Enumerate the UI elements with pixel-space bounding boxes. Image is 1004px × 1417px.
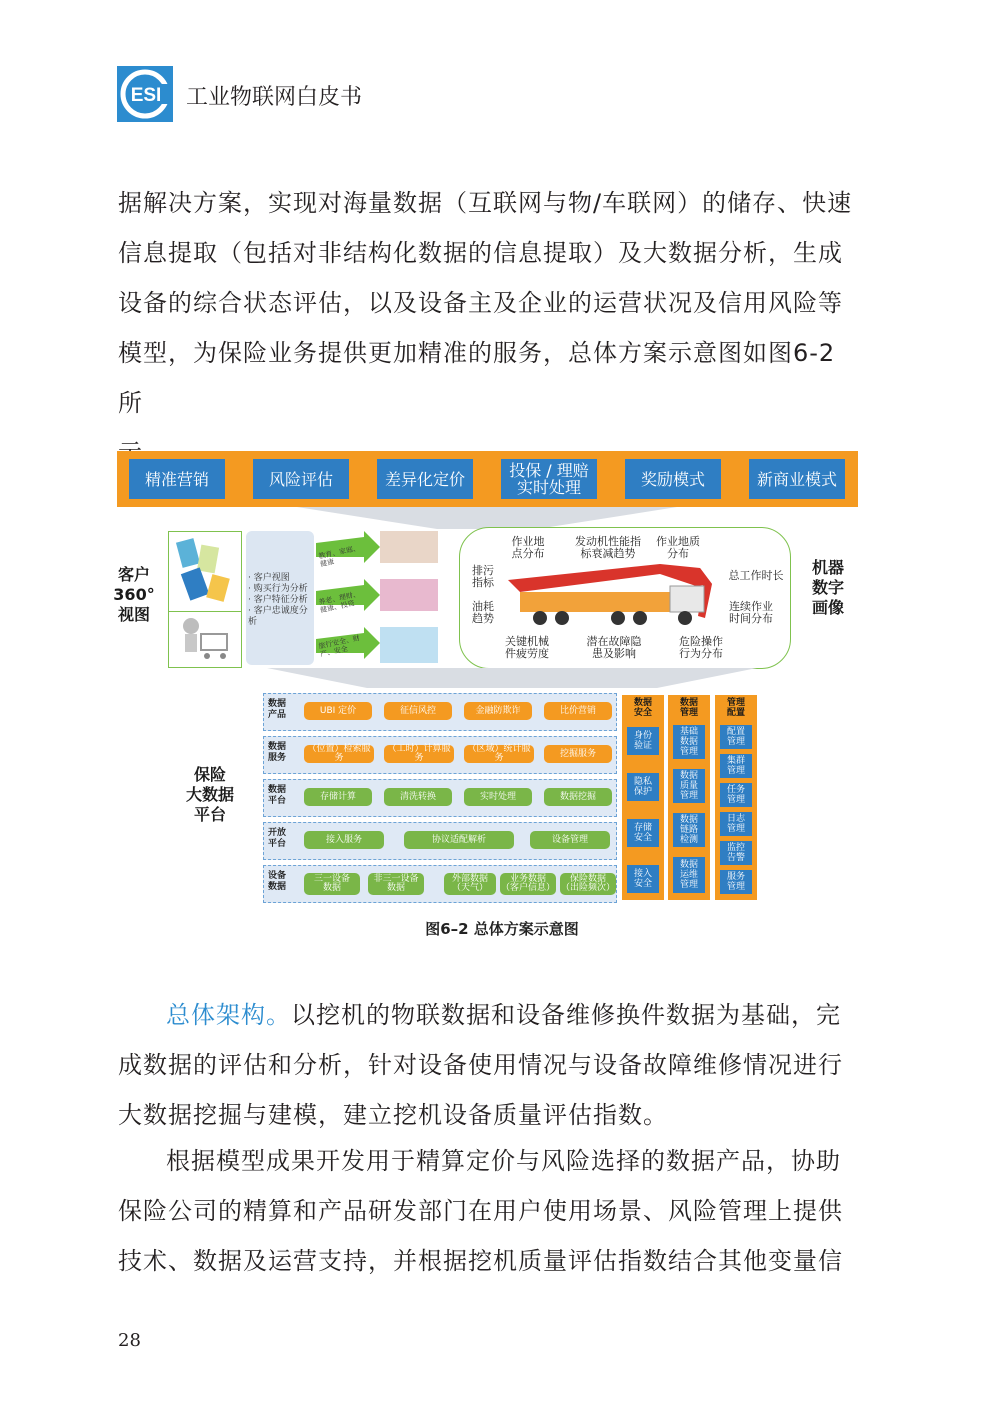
customer-analysis-panel	[246, 531, 314, 665]
esi-logo	[117, 66, 173, 122]
row-item: 挖掘服务	[544, 745, 612, 763]
top-bar-item: 精准营销	[129, 459, 225, 499]
top-bar-item: 投保 / 理赔 实时处理	[501, 459, 597, 499]
row-item: 接入服务	[304, 831, 384, 849]
text-line: 保险公司的精算和产品研发部门在用户使用场景、风险管理上提供	[118, 1197, 843, 1225]
machine-portrait-label: 机器 数字 画像	[811, 558, 844, 617]
row-label: 数据 服务	[268, 742, 287, 763]
row-device-data	[263, 865, 617, 903]
customer-bullet: · 客户忠诚度分析	[248, 606, 308, 627]
text-line: 成数据的评估和分析，针对设备使用情况与设备故障维修情况进行	[118, 1051, 843, 1079]
machine-label: 作业地 点分布	[511, 535, 545, 560]
customer-image-bottom	[168, 611, 242, 668]
row-label: 设备 数据	[268, 871, 287, 892]
column-item: 配置 管理	[720, 725, 752, 749]
column-item: 数据 链路 检测	[673, 813, 705, 847]
column-item: 接入 安全	[627, 865, 659, 893]
pump-truck-image	[500, 558, 725, 638]
customer-tag: 教育、家庭、健康	[317, 544, 361, 569]
machine-label: 油耗 趋势	[472, 600, 494, 625]
machine-label: 连续作业 时间分布	[729, 600, 773, 625]
row-item: （区域）统计服务	[464, 745, 534, 763]
text-span: 以挖机的物联数据和设备维修换件数据为基础，完	[291, 1001, 841, 1029]
text-line: 据解决方案，实现对海量数据（互联网与物/车联网）的储存、快速	[118, 189, 853, 217]
row-label: 开放 平台	[268, 828, 287, 849]
funnel-shape-2	[117, 668, 858, 690]
machine-label: 作业地质 分布	[656, 535, 700, 560]
top-bar-item: 新商业模式	[749, 459, 845, 499]
column-item: 任务 管理	[720, 783, 752, 807]
column-data-management	[668, 695, 710, 900]
column-item: 隐私 保护	[627, 773, 659, 801]
row-item: （工时）计算服务	[384, 745, 454, 763]
text-line: 根据模型成果开发用于精算定价与风险选择的数据产品，协助	[166, 1147, 841, 1175]
text-line: 设备的综合状态评估，以及设备主及企业的运营状况及信用风险等	[118, 289, 843, 317]
row-data-platform	[263, 779, 617, 817]
row-item: 存储计算	[304, 788, 372, 806]
row-item: 外部数据 （天气）	[444, 873, 496, 895]
column-header: 数据 管理	[679, 698, 698, 718]
column-data-security	[622, 695, 664, 900]
row-item: 设备管理	[530, 831, 610, 849]
paragraph-2	[118, 990, 858, 1140]
page-number: 28	[118, 1330, 141, 1351]
row-item: 实时处理	[464, 788, 532, 806]
customer-bullet: · 客户特征分析	[248, 595, 308, 605]
row-item: 比价营销	[544, 702, 612, 720]
row-item: UBI 定价	[304, 702, 372, 720]
row-label: 数据 平台	[268, 785, 287, 806]
customer-bullet: · 客户视图	[248, 573, 290, 583]
column-item: 监控 告警	[720, 841, 752, 865]
column-item: 基础 数据 管理	[673, 725, 705, 759]
column-item: 数据 质量 管理	[673, 769, 705, 803]
figure-caption: 图6–2 总体方案示意图	[425, 920, 579, 938]
text-line: 技术、数据及运营支持，并根据挖机质量评估指数结合其他变量信	[118, 1247, 843, 1275]
machine-label: 关键机械 件疲劳度	[505, 635, 549, 660]
column-item: 存储 安全	[627, 819, 659, 847]
paragraph-3	[118, 1136, 858, 1286]
column-header: 数据 安全	[633, 698, 652, 718]
text-line: 信息提取（包括对非结构化数据的信息提取）及大数据分析，生成	[118, 239, 843, 267]
column-item: 集群 管理	[720, 754, 752, 778]
row-item: 保险数据 （出险频次）	[560, 874, 615, 893]
text-line: 大数据挖掘与建模，建立挖机设备质量评估指数。	[118, 1101, 668, 1129]
row-label: 数据 产品	[268, 699, 287, 720]
row-open-platform	[263, 822, 617, 860]
top-bar-item: 奖励模式	[625, 459, 721, 499]
row-item: 数据挖掘	[544, 788, 612, 806]
column-config-management	[715, 695, 757, 900]
customer-360-label: 客户 360° 视图	[113, 565, 155, 624]
paragraph-1	[118, 178, 858, 478]
machine-label: 危险操作 行为分布	[679, 635, 723, 660]
row-item: 金融防欺诈	[464, 702, 532, 720]
machine-label: 潜在故障隐 患及影响	[586, 635, 642, 660]
lead-text: 总体架构。	[166, 1001, 291, 1029]
row-item: 征信风控	[384, 702, 452, 720]
top-bar-item: 风险评估	[253, 459, 349, 499]
row-item: 非三一设备 数据	[368, 873, 424, 895]
column-item: 身份 验证	[627, 727, 659, 755]
column-item: 日志 管理	[720, 812, 752, 836]
figure-top-bar	[117, 451, 858, 507]
machine-label: 发动机性能指 标衰减趋势	[575, 535, 641, 560]
platform-label: 保险 大数据 平台	[185, 765, 234, 824]
row-data-services	[263, 736, 617, 774]
row-item: （位置）检索服务	[304, 745, 374, 763]
column-header: 管理 配置	[726, 698, 745, 718]
row-data-products	[263, 693, 617, 731]
row-item: 清洗转换	[384, 788, 452, 806]
header-title: 工业物联网白皮书	[186, 85, 363, 110]
machine-label: 排污 指标	[472, 564, 494, 589]
text-line	[118, 990, 858, 1040]
customer-bullet: · 购买行为分析	[248, 584, 308, 594]
row-item: 三一设备 数据	[304, 873, 360, 895]
customer-tag: 养老、理财、健康、投资	[317, 590, 361, 615]
top-bar-item: 差异化定价	[377, 459, 473, 499]
column-item: 数据 运维 管理	[673, 857, 705, 893]
text-line: 模型，为保险业务提供更加精准的服务，总体方案示意图如图6-2所	[118, 339, 836, 417]
row-item: 协议适配解析	[404, 831, 514, 849]
row-item: 业务数据 （客户信息）	[500, 874, 555, 893]
customer-image-top	[168, 531, 242, 613]
customer-tag: 旅行安全、财产、安全	[317, 634, 361, 659]
machine-label: 总工作时长	[728, 569, 784, 582]
logo-text: ESI	[130, 85, 162, 106]
column-item: 服务 管理	[720, 870, 752, 894]
